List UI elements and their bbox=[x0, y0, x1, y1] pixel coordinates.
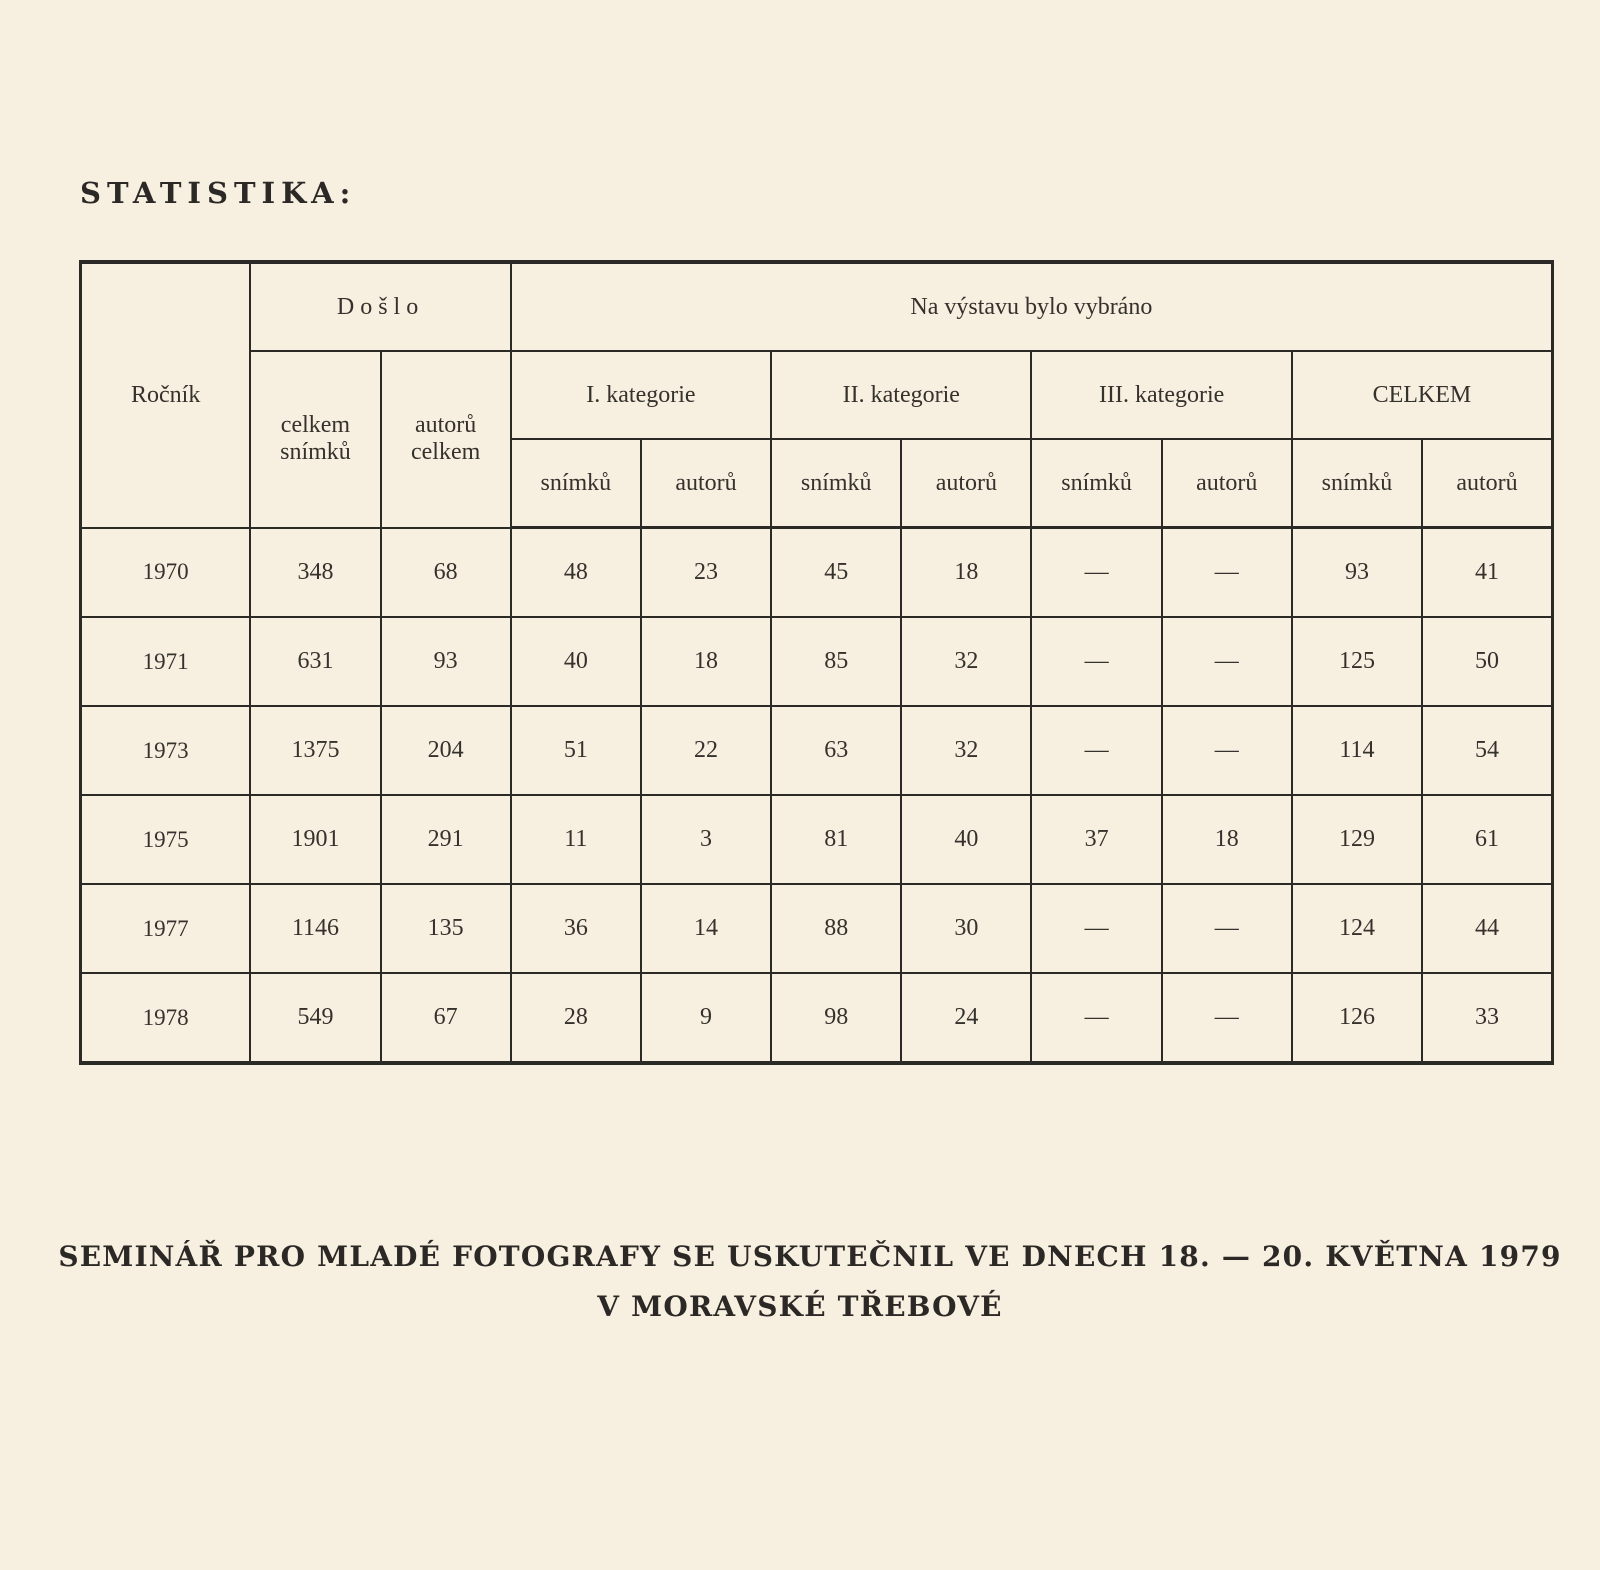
table-cell: 1375 bbox=[250, 706, 380, 795]
doslo-celkem-header bbox=[250, 351, 380, 528]
table-cell: — bbox=[1162, 528, 1292, 618]
table-cell: 32 bbox=[901, 706, 1031, 795]
table-cell: 348 bbox=[250, 528, 380, 618]
autoru-header: autorů bbox=[641, 439, 771, 528]
year-cell: 1975 bbox=[81, 795, 251, 884]
table-cell: — bbox=[1162, 884, 1292, 973]
na-vystavu-header: Na výstavu bylo vybráno bbox=[511, 262, 1553, 351]
category-header: CELKEM bbox=[1292, 351, 1553, 439]
doslo-celkem-line1: celkem bbox=[280, 412, 351, 439]
category-header: II. kategorie bbox=[771, 351, 1031, 439]
table-cell: 23 bbox=[641, 528, 771, 618]
table-cell: — bbox=[1162, 973, 1292, 1063]
table-cell: 22 bbox=[641, 706, 771, 795]
table-cell: 30 bbox=[901, 884, 1031, 973]
table-cell: 18 bbox=[641, 617, 771, 706]
rocnik-label: Ročník bbox=[131, 381, 201, 408]
table-cell: 28 bbox=[511, 973, 641, 1063]
table-cell: 129 bbox=[1292, 795, 1422, 884]
table-cell: 67 bbox=[381, 973, 511, 1063]
table-cell: 631 bbox=[250, 617, 380, 706]
doslo-autoru-header bbox=[381, 351, 511, 528]
doslo-header: Došlo bbox=[250, 262, 510, 351]
table-cell: 549 bbox=[250, 973, 380, 1063]
table-cell: 88 bbox=[771, 884, 901, 973]
year-cell: 1977 bbox=[81, 884, 251, 973]
snimku-header: snímků bbox=[511, 439, 641, 528]
table-cell: — bbox=[1031, 884, 1161, 973]
table-cell: 9 bbox=[641, 973, 771, 1063]
autoru-header: autorů bbox=[1162, 439, 1292, 528]
table-row bbox=[81, 528, 1553, 618]
table-cell: 114 bbox=[1292, 706, 1422, 795]
table-cell: — bbox=[1162, 706, 1292, 795]
table-cell: 61 bbox=[1422, 795, 1552, 884]
snimku-header: snímků bbox=[771, 439, 901, 528]
table-cell: 18 bbox=[1162, 795, 1292, 884]
statistics-table bbox=[79, 260, 1554, 1065]
table-cell: 24 bbox=[901, 973, 1031, 1063]
table-cell: 291 bbox=[381, 795, 511, 884]
footer-line-1: SEMINÁŘ PRO MLADÉ FOTOGRAFY SE USKUTEČNIL VE DNECH 18. — 20. KVĚTNA 1979 bbox=[58, 1240, 1562, 1273]
footer-line-2: V MORAVSKÉ TŘEBOVÉ bbox=[597, 1290, 1003, 1323]
table-cell: 93 bbox=[381, 617, 511, 706]
page-title: STATISTIKA: bbox=[80, 176, 357, 210]
table-cell: — bbox=[1031, 617, 1161, 706]
table-row bbox=[81, 795, 1553, 884]
table-cell: 32 bbox=[901, 617, 1031, 706]
autoru-header: autorů bbox=[901, 439, 1031, 528]
year-cell: 1970 bbox=[81, 528, 251, 618]
table-cell: 37 bbox=[1031, 795, 1161, 884]
year-cell: 1973 bbox=[81, 706, 251, 795]
table-cell: 40 bbox=[511, 617, 641, 706]
snimku-header: snímků bbox=[1031, 439, 1161, 528]
table-cell: 44 bbox=[1422, 884, 1552, 973]
table-cell: — bbox=[1031, 973, 1161, 1063]
year-cell: 1971 bbox=[81, 617, 251, 706]
table-cell: 11 bbox=[511, 795, 641, 884]
table-row bbox=[81, 973, 1553, 1063]
table-cell: 68 bbox=[381, 528, 511, 618]
table-cell: 98 bbox=[771, 973, 901, 1063]
category-header: I. kategorie bbox=[511, 351, 771, 439]
table-cell: 33 bbox=[1422, 973, 1552, 1063]
table-cell: 85 bbox=[771, 617, 901, 706]
table-cell: 48 bbox=[511, 528, 641, 618]
table-cell: — bbox=[1031, 528, 1161, 618]
doslo-autoru-line2: celkem bbox=[410, 439, 481, 466]
table-cell: 135 bbox=[381, 884, 511, 973]
table-body bbox=[81, 528, 1553, 1064]
table-cell: — bbox=[1162, 617, 1292, 706]
table-cell: 1901 bbox=[250, 795, 380, 884]
table-cell: 36 bbox=[511, 884, 641, 973]
table-cell: 3 bbox=[641, 795, 771, 884]
doslo-autoru-line1: autorů bbox=[414, 412, 477, 439]
table-cell: — bbox=[1031, 706, 1161, 795]
table-cell: 1146 bbox=[250, 884, 380, 973]
autoru-header: autorů bbox=[1422, 439, 1552, 528]
doslo-celkem-line2: snímků bbox=[280, 439, 351, 466]
table-cell: 54 bbox=[1422, 706, 1552, 795]
table-cell: 204 bbox=[381, 706, 511, 795]
year-cell: 1978 bbox=[81, 973, 251, 1063]
table-cell: 40 bbox=[901, 795, 1031, 884]
table-cell: 51 bbox=[511, 706, 641, 795]
table-cell: 93 bbox=[1292, 528, 1422, 618]
table-cell: 126 bbox=[1292, 973, 1422, 1063]
table-cell: 125 bbox=[1292, 617, 1422, 706]
table-row bbox=[81, 617, 1553, 706]
table-cell: 41 bbox=[1422, 528, 1552, 618]
rocnik-header bbox=[81, 262, 251, 528]
table-cell: 45 bbox=[771, 528, 901, 618]
table-cell: 124 bbox=[1292, 884, 1422, 973]
table-row bbox=[81, 884, 1553, 973]
table-cell: 18 bbox=[901, 528, 1031, 618]
table-cell: 63 bbox=[771, 706, 901, 795]
category-header: III. kategorie bbox=[1031, 351, 1291, 439]
table-cell: 81 bbox=[771, 795, 901, 884]
snimku-header: snímků bbox=[1292, 439, 1422, 528]
table-cell: 14 bbox=[641, 884, 771, 973]
table-row bbox=[81, 706, 1553, 795]
table-cell: 50 bbox=[1422, 617, 1552, 706]
footer-note bbox=[0, 1232, 1600, 1332]
